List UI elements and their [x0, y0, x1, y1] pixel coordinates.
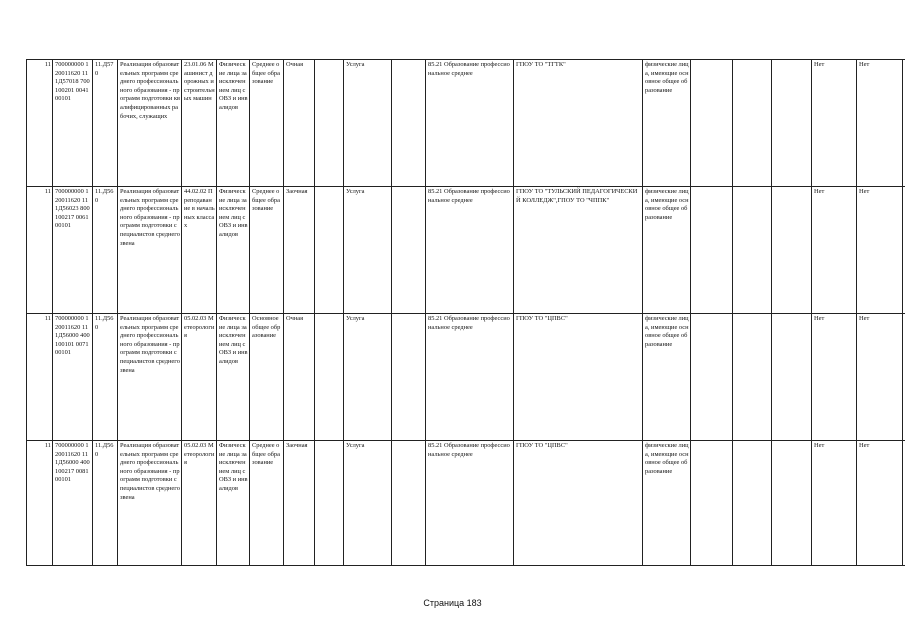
consumers-cell: физические лица, имеющие основное общее образование: [643, 60, 691, 187]
row-number-cell: 11: [27, 187, 53, 314]
consumer-category-cell: Физические лица за исключением лиц с ОВЗ и инвалидов: [217, 187, 250, 314]
type-cell: Услуга: [344, 60, 392, 187]
okved-cell: 85.21 Образование профессиональное среднее: [426, 314, 514, 441]
registry-code-cell: 700000000 120011620 111Д56000 400100217 008100101: [53, 441, 93, 566]
service-code-cell: 11.Д56 0: [93, 187, 118, 314]
service-code-cell: 11.Д56 0: [93, 441, 118, 566]
empty-cell: [772, 314, 812, 441]
study-form-cell: Заочная: [284, 441, 315, 566]
paid-flag-cell: Нет: [812, 60, 857, 187]
empty-cell: [691, 187, 733, 314]
empty-cell: [772, 187, 812, 314]
empty-cell: [315, 60, 344, 187]
empty-cell: [733, 441, 772, 566]
profession-cell: 05.02.03 Метеорология: [182, 441, 217, 566]
row-number-cell: 11: [27, 441, 53, 566]
profession-cell: 23.01.06 Машинист дорожных и строительных машин: [182, 60, 217, 187]
institution-cell: ГПОУ ТО "ТУЛЬСКИЙ ПЕДАГОГИЧЕСКИЙ КОЛЛЕДЖ",ГПОУ ТО "ЧППК": [514, 187, 643, 314]
service-name-cell: Реализация образовательных программ среднего профессионального образования - программ подготовки специалистов среднего звена: [118, 314, 182, 441]
row-number-cell: 11: [27, 314, 53, 441]
institution-cell: ГПОУ ТО "ТГТК": [514, 60, 643, 187]
education-level-cell: Основное общее образование: [250, 314, 284, 441]
paid-flag-cell: Нет: [812, 314, 857, 441]
empty-cell: [315, 441, 344, 566]
empty-cell: [392, 60, 426, 187]
profession-cell: 05.02.03 Метеорология: [182, 314, 217, 441]
institution-cell: ГПОУ ТО "ЦПВС": [514, 441, 643, 566]
table-row: [27, 60, 905, 187]
service-name-cell: Реализация образовательных программ среднего профессионального образования - программ подготовки специалистов среднего звена: [118, 441, 182, 566]
paid-flag-cell: Нет: [857, 441, 903, 566]
empty-cell: [733, 314, 772, 441]
row-number-cell: 11: [27, 60, 53, 187]
registry-code-cell: 700000000 120011620 111Д56000 400100101 007100101: [53, 314, 93, 441]
empty-cell: [392, 314, 426, 441]
empty-cell: [691, 60, 733, 187]
paid-flag-cell: Нет: [857, 187, 903, 314]
type-cell: Услуга: [344, 187, 392, 314]
education-level-cell: Среднее общее образование: [250, 187, 284, 314]
empty-cell: [772, 60, 812, 187]
paid-flag-cell: Нет: [812, 441, 857, 566]
education-level-cell: Среднее общее образование: [250, 60, 284, 187]
service-code-cell: 11.Д57 0: [93, 60, 118, 187]
service-name-cell: Реализация образовательных программ среднего профессионального образования - программ подготовки специалистов среднего звена: [118, 187, 182, 314]
study-form-cell: Очная: [284, 60, 315, 187]
profession-cell: 44.02.02 Преподавание в начальных классах: [182, 187, 217, 314]
empty-cell: [392, 441, 426, 566]
education-level-cell: Среднее общее образование: [250, 441, 284, 566]
institution-cell: ГПОУ ТО "ЦПВС": [514, 314, 643, 441]
paid-flag-cell: Нет: [812, 187, 857, 314]
empty-cell: [733, 187, 772, 314]
okved-cell: 85.21 Образование профессиональное среднее: [426, 187, 514, 314]
empty-cell: [315, 187, 344, 314]
paid-flag-cell: Нет: [857, 60, 903, 187]
empty-cell: [691, 441, 733, 566]
registry-table: [26, 59, 905, 566]
table-row: [27, 314, 905, 441]
consumers-cell: физические лица, имеющие основное общее образование: [643, 314, 691, 441]
type-cell: Услуга: [344, 314, 392, 441]
okved-cell: 85.21 Образование профессиональное среднее: [426, 441, 514, 566]
empty-cell: [772, 441, 812, 566]
empty-cell: [315, 314, 344, 441]
table-row: [27, 187, 905, 314]
paid-flag-cell: Нет: [857, 314, 903, 441]
consumer-category-cell: Физические лица за исключением лиц с ОВЗ и инвалидов: [217, 441, 250, 566]
consumer-category-cell: Физические лица за исключением лиц с ОВЗ и инвалидов: [217, 314, 250, 441]
registry-code-cell: 700000000 120011620 111Д56023 800100217 006100101: [53, 187, 93, 314]
type-cell: Услуга: [344, 441, 392, 566]
empty-cell: [733, 60, 772, 187]
study-form-cell: Заочная: [284, 187, 315, 314]
empty-cell: [392, 187, 426, 314]
consumers-cell: физические лица, имеющие основное общее образование: [643, 187, 691, 314]
empty-cell: [691, 314, 733, 441]
table-row: [27, 441, 905, 566]
page-number: Страница 183: [423, 598, 482, 608]
registry-code-cell: 700000000 120011620 111Д57018 700100201 004100101: [53, 60, 93, 187]
consumers-cell: физические лица, имеющие основное общее образование: [643, 441, 691, 566]
service-code-cell: 11.Д56 0: [93, 314, 118, 441]
consumer-category-cell: Физические лица за исключением лиц с ОВЗ и инвалидов: [217, 60, 250, 187]
okved-cell: 85.21 Образование профессиональное среднее: [426, 60, 514, 187]
service-name-cell: Реализация образовательных программ среднего профессионального образования - программ подготовки квалифицированных рабочих, служащих: [118, 60, 182, 187]
study-form-cell: Очная: [284, 314, 315, 441]
